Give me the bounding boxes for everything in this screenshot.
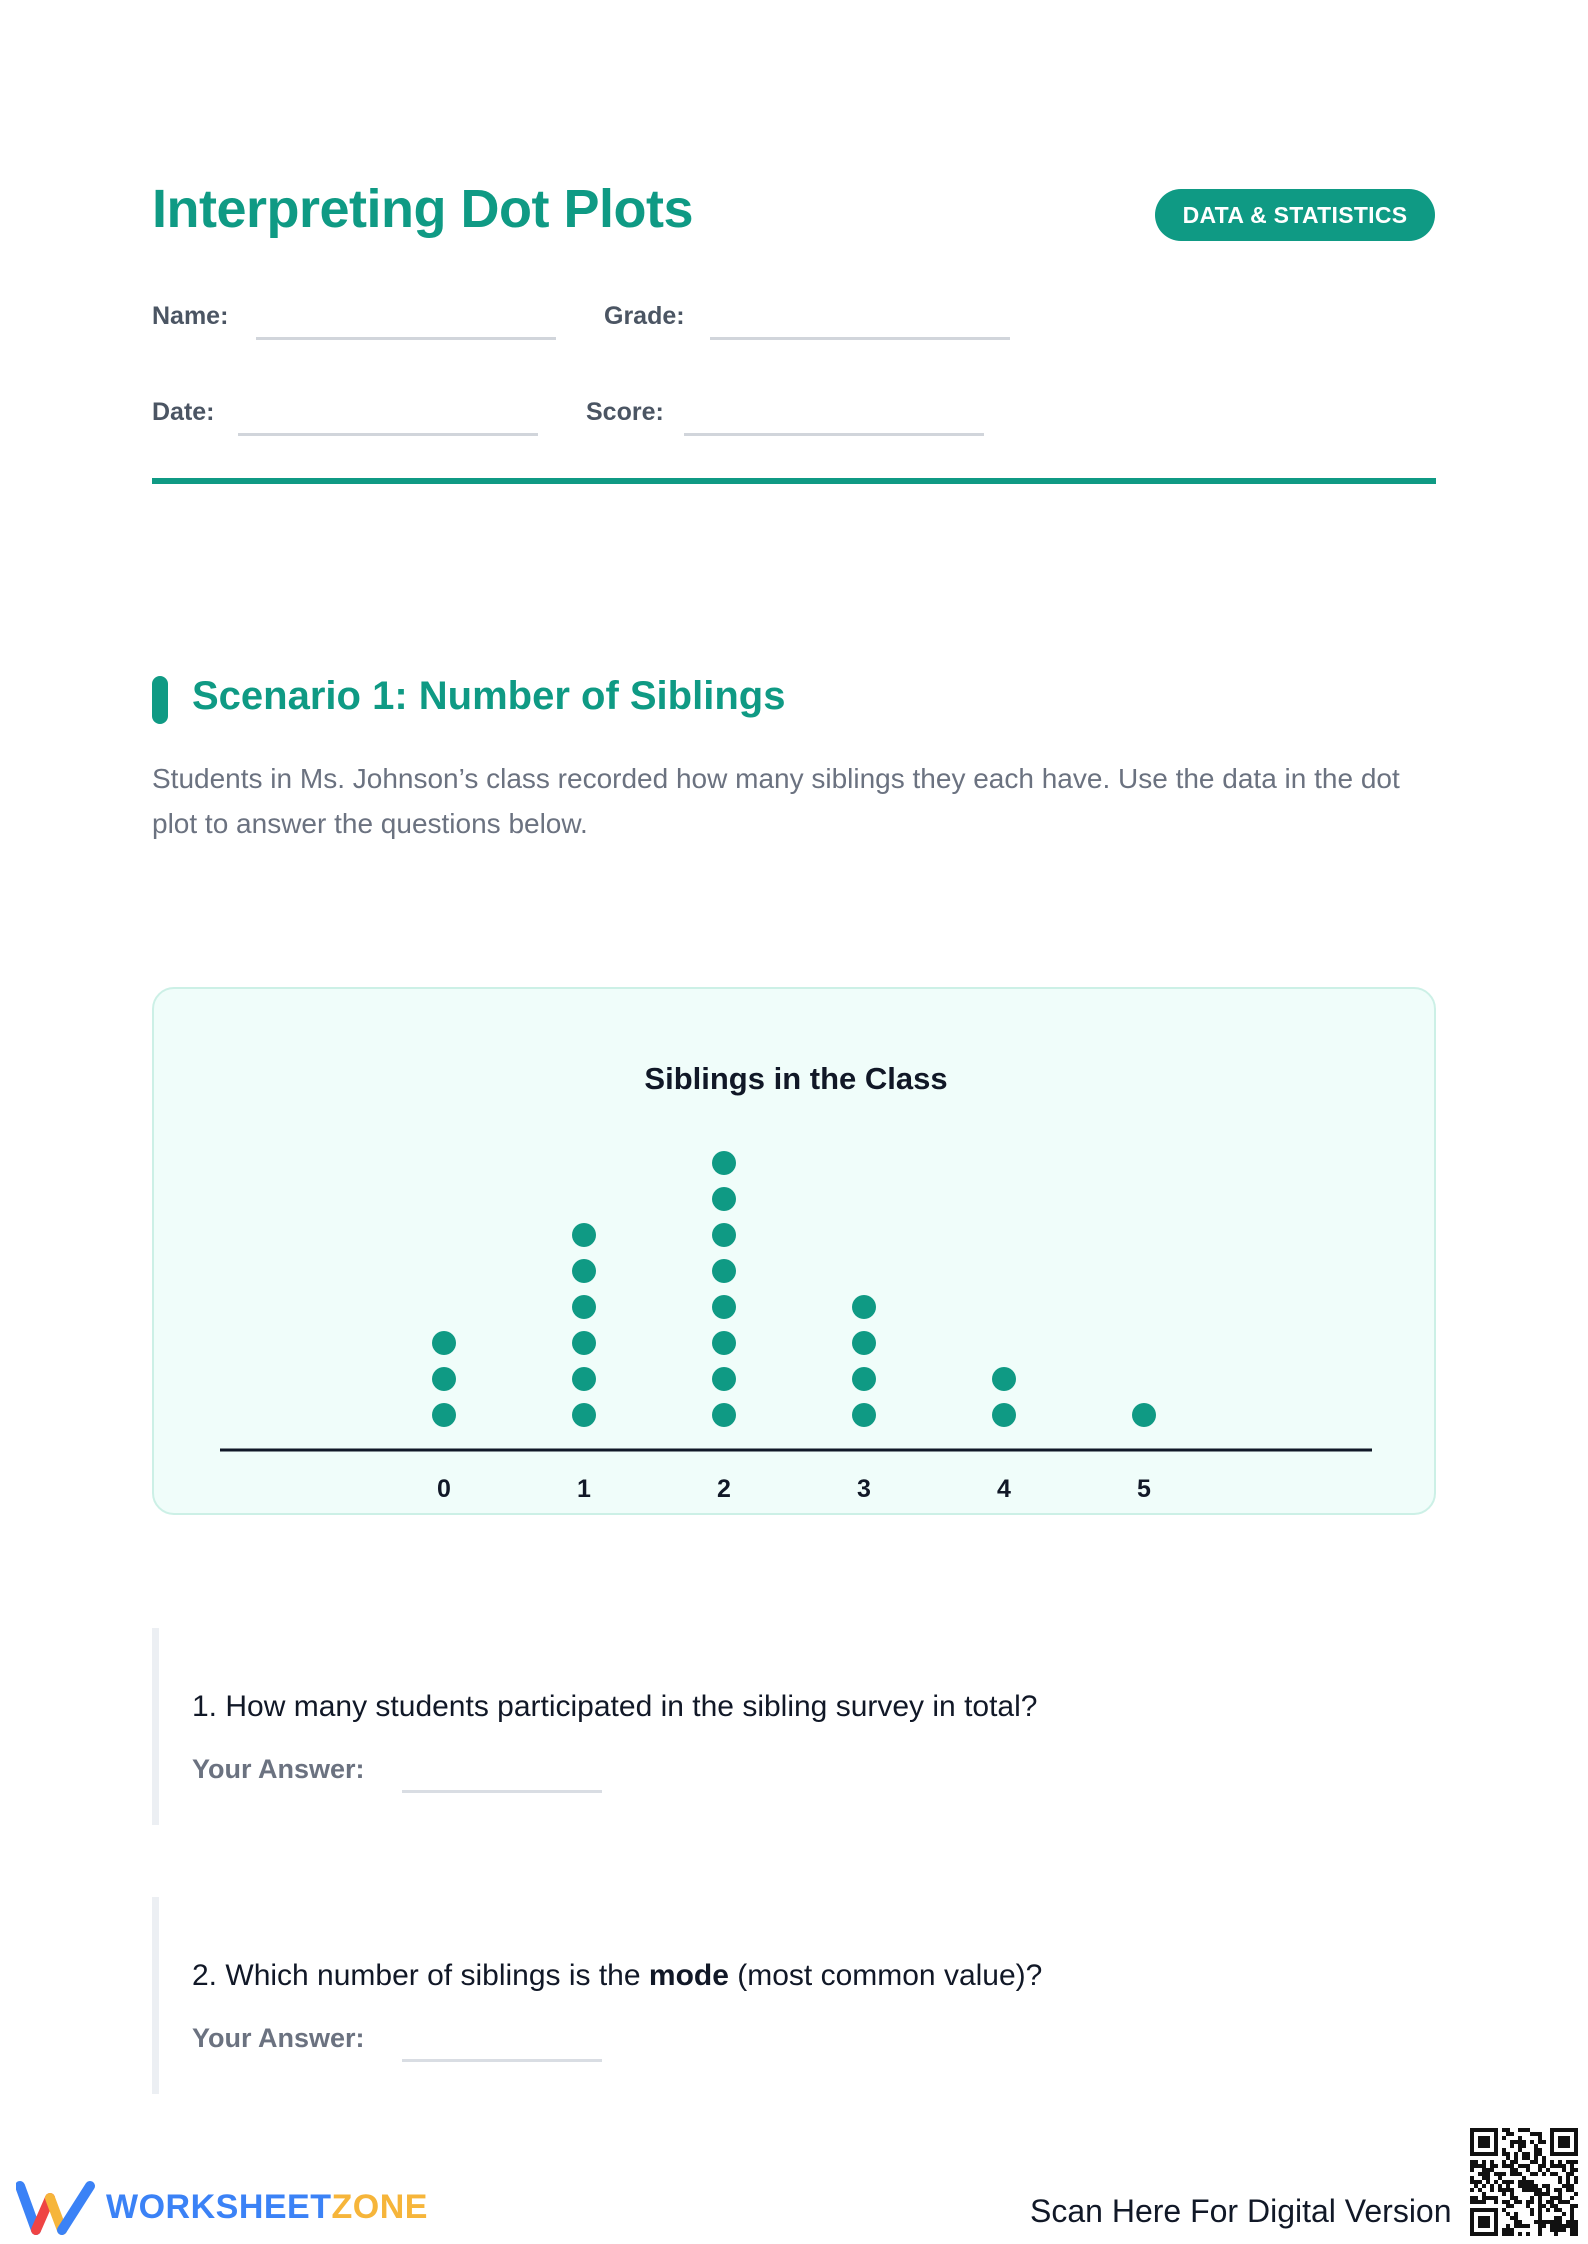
data-dot [432,1367,456,1391]
name-label: Name: [152,302,229,330]
qr-code-icon[interactable] [1470,2128,1578,2236]
question-1-answer-field[interactable] [402,1790,602,1793]
data-dot [572,1223,596,1247]
question-2-text [192,1959,1042,1993]
question-2-body-end: (most common value)? [728,1959,1043,1992]
data-dot [712,1403,736,1427]
data-dot [432,1403,456,1427]
data-dot [712,1331,736,1355]
question-2-number: 2. [192,1959,218,1992]
question-2-body-start: Which number of siblings is the [225,1959,649,1992]
data-dot [852,1331,876,1355]
question-1 [152,1628,1436,1825]
brand-name-part2: ZONE [331,2188,428,2226]
data-dot [852,1295,876,1319]
question-1-body: How many students participated in the sibling survey in total? [225,1690,1038,1723]
x-tick-label: 4 [997,1475,1011,1503]
chart-container [152,987,1436,1515]
x-tick-label: 5 [1137,1475,1151,1503]
data-dot [572,1295,596,1319]
data-dot [712,1295,736,1319]
category-badge: DATA & STATISTICS [1155,189,1435,241]
data-dot [572,1259,596,1283]
data-dot [852,1367,876,1391]
x-tick-label: 0 [437,1475,451,1503]
question-1-number: 1. [192,1690,218,1723]
chart-title: Siblings in the Class [644,1061,948,1096]
question-accent-bar [152,1897,159,2094]
date-field[interactable] [238,433,538,436]
page-title: Interpreting Dot Plots [152,179,693,239]
data-dot [432,1331,456,1355]
data-dot [992,1367,1016,1391]
score-label: Score: [586,398,664,426]
data-dot [712,1187,736,1211]
data-dot [712,1151,736,1175]
data-dot [992,1403,1016,1427]
data-dot [1132,1403,1156,1427]
x-tick-label: 3 [857,1475,871,1503]
data-dot [852,1403,876,1427]
scenario-accent-bar [152,676,168,724]
grade-label: Grade: [604,302,685,330]
date-label: Date: [152,398,215,426]
question-2-keyword: mode [648,1959,729,1992]
question-2 [152,1897,1436,2094]
score-field[interactable] [684,433,984,436]
question-2-answer-field[interactable] [402,2059,602,2062]
header-divider [152,478,1436,484]
name-field[interactable] [256,337,556,340]
scan-instruction: Scan Here For Digital Version [1030,2193,1452,2229]
x-tick-label: 2 [717,1475,731,1503]
question-1-text [192,1690,1037,1724]
x-tick-label: 1 [577,1475,591,1503]
data-dot [572,1367,596,1391]
dot-plot [154,989,1438,1517]
scenario-description: Students in Ms. Johnson’s class recorded how many siblings they each have. Use the data in the dot plot to answer the questions below. [152,763,1400,839]
data-dot [712,1367,736,1391]
question-2-answer-label: Your Answer: [192,2023,365,2053]
data-dot [572,1403,596,1427]
brand-name-part1: WORKSHEET [106,2188,332,2226]
question-1-answer-label: Your Answer: [192,1754,365,1784]
scenario-title: Scenario 1: Number of Siblings [192,674,786,718]
question-accent-bar [152,1628,159,1825]
data-dot [572,1331,596,1355]
grade-field[interactable] [710,337,1010,340]
worksheetzone-logo-icon [16,2180,96,2236]
data-dot [712,1223,736,1247]
data-dot [712,1259,736,1283]
brand-name [106,2188,428,2227]
